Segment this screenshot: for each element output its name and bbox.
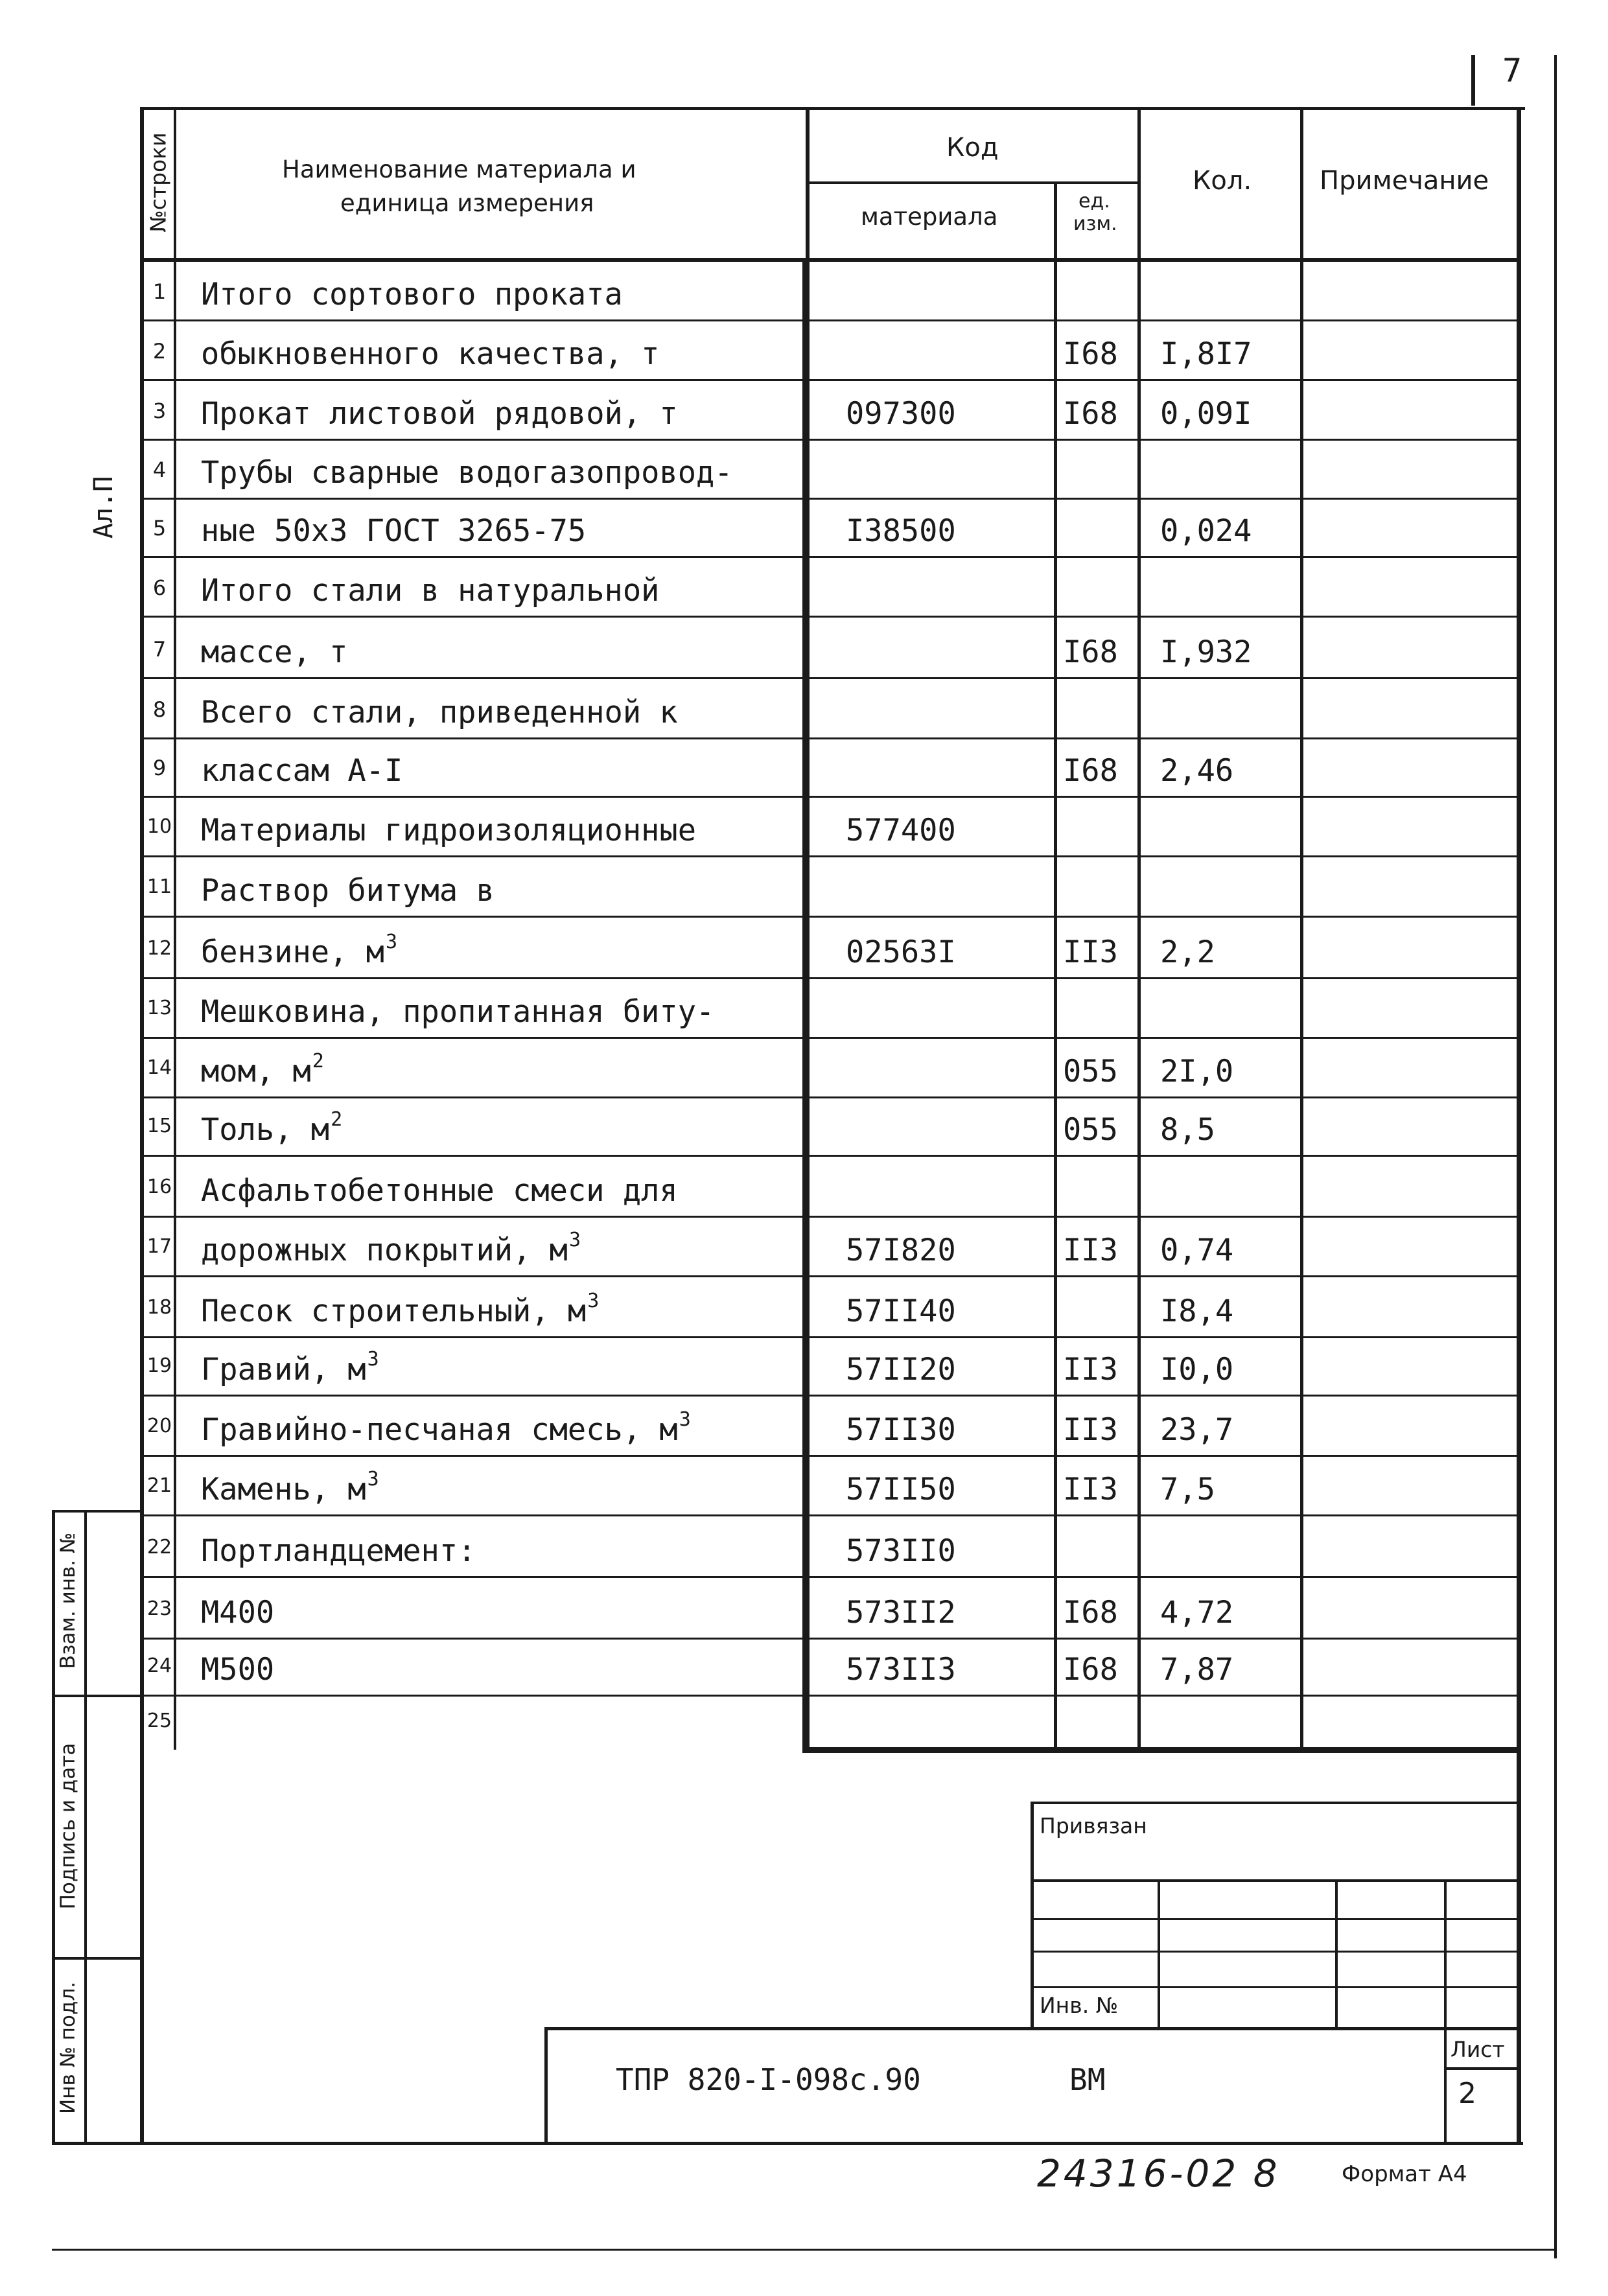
quantity: 2,46: [1160, 753, 1234, 789]
table-row: [0, 1695, 1556, 1750]
row-number: 9: [152, 756, 167, 780]
material-code: 577400: [846, 813, 956, 848]
table-row: [0, 737, 1556, 796]
stamp-vzam-inv: Взам. инв. №: [56, 1532, 80, 1669]
table-row: [0, 1395, 1556, 1455]
row-number: 14: [146, 1056, 172, 1079]
table-row: [0, 616, 1556, 677]
unit-code: I68: [1063, 753, 1118, 789]
row-number: 24: [146, 1654, 172, 1677]
material-code: 573II3: [846, 1652, 956, 1687]
material-code: I38500: [846, 513, 956, 549]
material-name: массе, т: [201, 634, 348, 670]
stamp-bottom: [52, 2142, 1523, 2145]
unit-exponent: 3: [679, 1408, 691, 1431]
unit-exponent: 3: [385, 931, 398, 953]
material-name: Трубы сварные водогазопровод-: [201, 455, 733, 491]
quantity: I,932: [1160, 634, 1252, 670]
title-doc-code: ТПР 820-I-098с.90: [616, 2062, 921, 2097]
title-block-sheet-h: [1444, 2067, 1520, 2070]
unit-code: 055: [1063, 1054, 1118, 1089]
table-row: [0, 796, 1556, 855]
quantity: 2,2: [1160, 934, 1215, 970]
row-number: 13: [146, 997, 172, 1019]
table-top-line: [140, 107, 1525, 110]
table-row: [0, 1037, 1556, 1096]
table-row: [0, 556, 1556, 616]
page-number-divider: [1471, 55, 1475, 106]
row-number: 6: [152, 575, 167, 600]
quantity: I,8I7: [1160, 336, 1252, 372]
material-name: бензине, $м^3$: [201, 931, 398, 970]
material-name: Толь, $м^2$: [201, 1108, 343, 1148]
quantity: 7,87: [1160, 1652, 1234, 1687]
material-name: Всего стали, приведенной к: [201, 695, 678, 730]
material-name: Мешковина, пропитанная биту-: [201, 994, 715, 1030]
material-code: 097300: [846, 396, 956, 432]
quantity: 0,024: [1160, 513, 1252, 549]
header-note: Примечание: [1320, 166, 1489, 196]
material-name: М400: [201, 1595, 275, 1630]
unit-code: I68: [1063, 634, 1118, 670]
title-block-main-top: [544, 2027, 1520, 2030]
unit-exponent: 3: [367, 1468, 379, 1490]
row-number: 12: [146, 937, 172, 960]
unit-code: II3: [1063, 1233, 1118, 1268]
table-row: [0, 1455, 1556, 1514]
table-row: [0, 1096, 1556, 1155]
table-row: [0, 1638, 1556, 1695]
title-block-v2: [1335, 1879, 1338, 2028]
table-row: [0, 677, 1556, 737]
footer-format-label: Формат А4: [1342, 2161, 1467, 2187]
table-row: [0, 379, 1556, 439]
header-name-line2: единица измерения: [340, 189, 594, 217]
quantity: 7,5: [1160, 1472, 1215, 1507]
table-row: [0, 439, 1556, 498]
table-row: [0, 1155, 1556, 1216]
header-qty: Кол.: [1193, 166, 1252, 196]
row-number: 1: [152, 279, 167, 304]
material-name: М500: [201, 1652, 275, 1687]
material-name: Асфальтобетонные смеси для: [201, 1173, 678, 1209]
quantity: 0,09I: [1160, 396, 1252, 432]
material-name: ные 50х3 ГОСТ 3265-75: [201, 513, 587, 549]
material-code: 57II20: [846, 1352, 956, 1387]
code-sub-line: [808, 181, 1139, 184]
row-number: 7: [152, 637, 167, 662]
quantity: 4,72: [1160, 1595, 1234, 1630]
title-privyazan: Привязан: [1040, 1813, 1147, 1838]
material-code: 02563I: [846, 934, 956, 970]
page-bottom-line: [52, 2249, 1557, 2251]
material-code: 57II30: [846, 1412, 956, 1448]
row-number: 16: [146, 1176, 172, 1198]
row-number: 22: [146, 1536, 172, 1559]
table-row: [0, 1275, 1556, 1336]
unit-exponent: 3: [587, 1290, 600, 1312]
row-number: 19: [146, 1354, 172, 1377]
unit-code: 055: [1063, 1112, 1118, 1148]
row-number: 23: [146, 1597, 172, 1620]
title-block-v1: [1158, 1879, 1160, 2028]
row-number: 2: [152, 339, 167, 364]
table-row: [0, 1576, 1556, 1638]
material-code: 57II40: [846, 1293, 956, 1329]
header-row-number: №строки: [145, 132, 171, 233]
stamp-podpis-data: Подпись и дата: [56, 1743, 80, 1910]
title-block-main-left: [544, 2027, 548, 2144]
title-sheet-label: Лист: [1451, 2037, 1505, 2062]
material-name: мом, $м^2$: [201, 1050, 324, 1089]
row-number: 21: [146, 1474, 172, 1497]
table-row: [0, 916, 1556, 977]
header-code-material: материала: [861, 203, 998, 231]
material-name: Гравийно-песчаная смесь, $м^3$: [201, 1408, 691, 1448]
left-margin-label: Ал.П: [89, 476, 119, 539]
material-name: Раствор битума в: [201, 873, 495, 909]
stamp-inner-left: [84, 1510, 87, 2145]
quantity: 23,7: [1160, 1412, 1234, 1448]
quantity: 2I,0: [1160, 1054, 1234, 1089]
unit-code: I68: [1063, 336, 1118, 372]
row-number: 11: [146, 875, 172, 898]
title-doc-mark: ВМ: [1069, 2062, 1106, 2097]
material-name: дорожных покрытий, $м^3$: [201, 1229, 581, 1268]
material-name: обыкновенного качества, т: [201, 336, 660, 372]
row-number: 17: [146, 1235, 172, 1258]
material-name: Прокат листовой рядовой, т: [201, 396, 678, 432]
title-block-v3: [1444, 1879, 1447, 2142]
header-code-unit-1: ед.: [1078, 190, 1110, 213]
material-code: 573II2: [846, 1595, 956, 1630]
unit-exponent: 3: [568, 1229, 581, 1251]
table-row: [0, 977, 1556, 1037]
row-number: 8: [152, 697, 167, 722]
unit-exponent: 2: [312, 1050, 324, 1073]
header-code-unit-2: изм.: [1073, 213, 1117, 235]
row-number: 10: [146, 815, 172, 838]
title-inv-no: Инв. №: [1040, 1993, 1119, 2018]
material-name: Итого стали в натуральной: [201, 573, 660, 609]
row-number: 5: [152, 516, 167, 540]
table-row: [0, 1336, 1556, 1395]
stamp-sep-1: [52, 1695, 143, 1697]
material-name: классам А-I: [201, 753, 403, 789]
row-number: 25: [146, 1710, 172, 1732]
footer-handwritten-number: 24316-02 8: [1037, 2151, 1280, 2196]
material-name: Гравий, $м^3$: [201, 1348, 379, 1387]
header-code: Код: [946, 133, 999, 163]
stamp-inv-podl: Инв № подл.: [56, 1982, 80, 2115]
row-number: 15: [146, 1115, 172, 1137]
material-code: 57II50: [846, 1472, 956, 1507]
unit-code: II3: [1063, 1352, 1118, 1387]
unit-code: I68: [1063, 396, 1118, 432]
material-name: Портландцемент:: [201, 1533, 476, 1569]
table-row: [0, 855, 1556, 916]
title-block-top: [1031, 1802, 1034, 2028]
title-sheet-value: 2: [1458, 2077, 1476, 2110]
quantity: I8,4: [1160, 1293, 1234, 1329]
page-number: 7: [1502, 52, 1522, 89]
table-row: [0, 1216, 1556, 1275]
row-number: 18: [146, 1296, 172, 1319]
unit-code: II3: [1063, 1472, 1118, 1507]
table-row: [0, 261, 1556, 319]
unit-code: I68: [1063, 1652, 1118, 1687]
material-code: 573II0: [846, 1533, 956, 1569]
unit-exponent: 3: [367, 1348, 379, 1371]
unit-code: II3: [1063, 934, 1118, 970]
material-name: Материалы гидроизоляционные: [201, 813, 697, 848]
material-code: 57I820: [846, 1233, 956, 1268]
unit-code: II3: [1063, 1412, 1118, 1448]
table-row: [0, 319, 1556, 379]
row-number: 4: [152, 458, 167, 482]
quantity: 0,74: [1160, 1233, 1234, 1268]
title-block-top-h: [1031, 1802, 1520, 1804]
quantity: 8,5: [1160, 1112, 1215, 1148]
quantity: I0,0: [1160, 1352, 1234, 1387]
unit-code: I68: [1063, 1595, 1118, 1630]
table-row: [0, 1514, 1556, 1576]
table-row: [0, 498, 1556, 556]
header-name-line1: Наименование материала и: [282, 156, 636, 183]
material-name: Итого сортового проката: [201, 277, 623, 312]
row-number: 20: [146, 1415, 172, 1437]
unit-exponent: 2: [331, 1108, 343, 1131]
row-number: 3: [152, 399, 167, 423]
material-name: Песок строительный, $м^3$: [201, 1290, 600, 1329]
stamp-outer-left: [52, 1510, 55, 2145]
material-name: Камень, $м^3$: [201, 1468, 379, 1507]
